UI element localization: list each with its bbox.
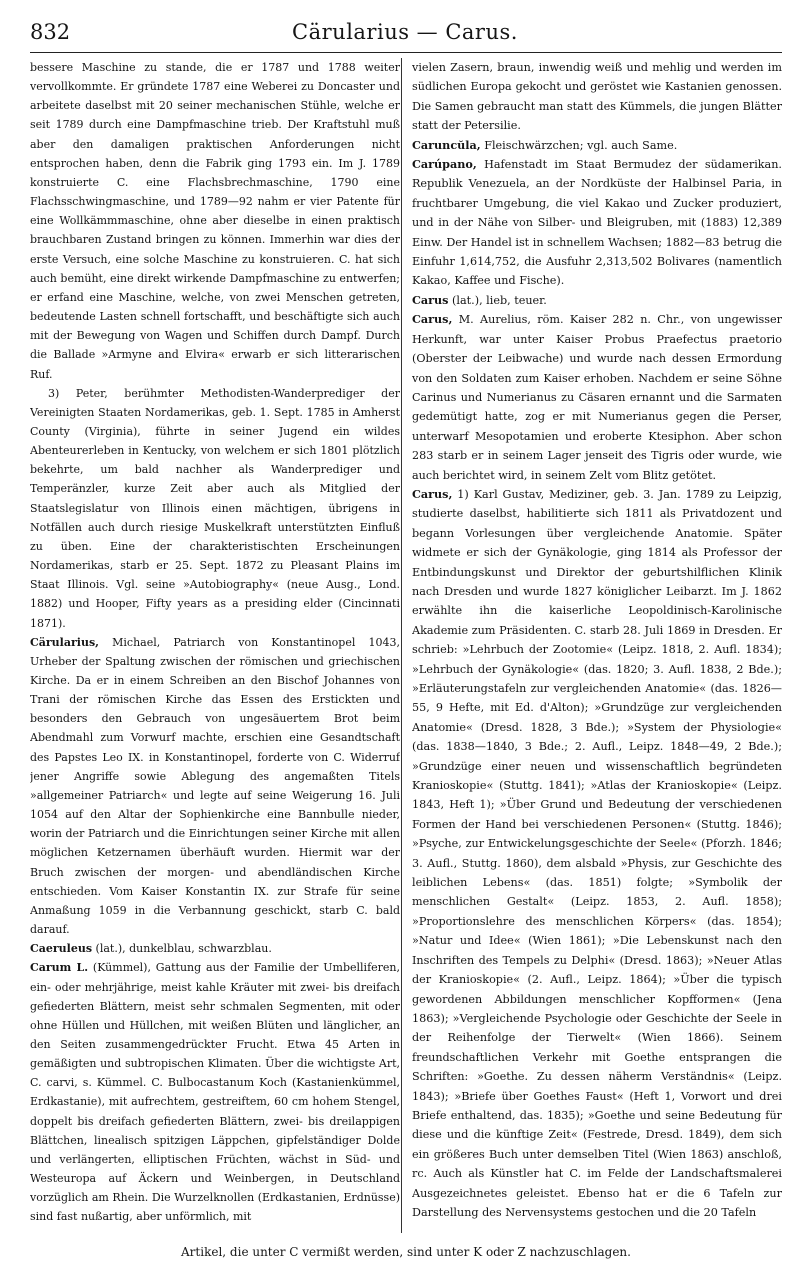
- entry-body: 1) Karl Gustav, Mediziner, geb. 3. Jan. 1789 zu Leipzig, studierte daselbst, habilitierte sich 1811 als Privatdozent und begann Vorlesungen über vergleichende Anatomie. Später widmete er sich der Gynäkologie, ging 1814 als Professor der Entbindungskunst und Direktor der geburtshilflichen Klinik nach Dresden und wurde 1827 königlicher Leibarzt. Im J. 1862 erwählte ihn die kaiserliche Leopoldinisch-Karolinische Akademie zum Präsidenten. C. starb 28. Juli 1869 in Dresden. Er schrieb: »Lehrbuch der Zootomie« (Leipz. 1818, 2. Aufl. 1834); »Lehrbuch der Gynäkologie« (das. 1820; 3. Aufl. 1838, 2 Bde.); »Erläuterungstafeln zur vergleichenden Anatomie« (das. 1826—55, 9 Hefte, mit Ed. d'Alton); »Grundzüge zur vergleichenden Anatomie« (Dresd. 1828, 3 Bde.); »System der Physiologie« (das. 1838—1840, 3 Bde.; 2. Aufl., Leipz. 1848—49, 2 Bde.); »Grundzüge einer neuen und wissenschaftlich begründeten Kranioskopie« (Stuttg. 1841); »Atlas der Kranioskopie« (Leipz. 1843, Heft 1); »Über Grund und Bedeutung der verschiedenen Formen der Hand bei verschiedenen Personen« (Stuttg. 1846); »Psyche, zur Entwickelungsgeschichte der Seele« (Pforzh. 1846; 3. Aufl., Stuttg. 1860), dem alsbald »Physis, zur Geschichte des leiblichen Lebens« (das. 1851) folgte; »Symbolik der menschlichen Gestalt« (Leipz. 1853, 2. Aufl. 1858); »Proportionslehre des menschlichen Körpers« (das. 1854); »Natur und Idee« (Wien 1861); »Die Lebenskunst nach den Inschriften des Tempels zu Delphi« (Dresd. 1863); »Neuer Atlas der Kranioskopie« (2. Aufl., Leipz. 1864); »Über die typisch gewordenen Abbildungen menschlicher Kopfformen« (Jena 1863); »Vergleichende Psychologie oder Geschichte der Seele in der Reihenfolge der Tierwelt« (Wien 1866). Seinem freundschaftlichen Verkehr mit Goethe entsprangen die Schriften: »Goethe. Zu dessen näherm Verständnis« (Leipz. 1843); »Briefe über Goethes Faust« (Heft 1, Vorwort und drei Briefe enthaltend, das. 1835); »Goethe und seine Bedeutung für diese und die künftige Zeit« (Festrede, Dresd. 1849), dem sich ein größeres Buch unter demselben Titel (Wien 1863) anschloß, rc. Auch als Künstler hat C. im Felde der Landschaftsmalerei Ausgezeichnetes geleistet. Ebenso hat er die 6 Tafeln zur Darstellung des Nervensystems gestochen und die 20 Tafeln: [412, 487, 782, 1219]
- entry-body: Michael, Patriarch von Konstantinopel 1043, Urheber der Spaltung zwischen der römischen und griechischen Kirche. Da er in einem Schreiben an den Bischof Johannes von Trani der römischen Kirche das Essen des Erstickten und besonders den Gebrauch von ungesäuertem Brot beim Abendmahl zum Vorwurf machte, erschien eine Gesandtschaft des Papstes Leo IX. in Konstantinopel, forderte von C. Widerruf jener Angriffe sowie Ablegung des angemaßten Titels »allgemeiner Patriarch« und legte auf seine Weigerung 16. Juli 1054 auf den Altar der Sophienkirche eine Bannbulle nieder, worin der Patriarch und die Einrichtungen seiner Kirche mit allen möglichen Ketzernamen überhäuft wurden. Hiermit war der Bruch zwischen der morgen- und abendländischen Kirche entschieden. Vom Kaiser Konstantin IX. zur Strafe für seine Anmaßung 1059 in die Verbannung geschickt, starb C. bald darauf.: [30, 635, 400, 937]
- entry-carus-lat: [412, 291, 782, 310]
- entry-carus-aurelius: [412, 310, 782, 485]
- entry-carus-karl-gustav: [412, 485, 782, 1222]
- entry-carularius: [30, 633, 400, 940]
- headword: Caruncŭla,: [412, 137, 481, 152]
- running-title: Cärularius — Carus.: [292, 20, 518, 44]
- headword: Carúpano,: [412, 157, 477, 172]
- headword: Carus,: [412, 486, 453, 501]
- entry-body: Fleischwärzchen; vgl. auch Same.: [480, 138, 678, 152]
- entry-body: (lat.), dunkelblau, schwarzblau.: [92, 942, 272, 956]
- entry-carum: [30, 958, 400, 1226]
- headword: Caeruleus: [30, 942, 93, 956]
- headword: Carum L.: [30, 961, 89, 975]
- headword: Carus: [412, 292, 449, 307]
- page-header: [30, 18, 780, 52]
- entry-body: (lat.), lieb, teuer.: [448, 293, 547, 307]
- entry-continuation-text: bessere Maschine zu stande, die er 1787 und 1788 weiter vervollkommte. Er gründete 1787 eine Weberei zu Doncaster und arbeitete daselbst mit 20 seiner mechanischen Stühle, welche er seit 1789 durch eine Dampfmaschine trieb. Der Kraftstuhl muß aber den damaligen praktischen Anforderungen nicht entsprochen haben, denn die Fabrik ging 1793 ein. Im J. 1789 konstruierte C. eine Flachsbrechmaschine, 1790 eine Flachsschwingmaschine, und 1789—92 nahm er vier Patente für eine Wollkämmmaschine, ohne aber dieselbe in einen praktisch brauchbaren Zustand bringen zu können. Immerhin war dies der erste Versuch, eine solche Maschine zu konstruieren. C. hat sich auch bemüht, eine direkt wirkende Dampfmaschine zu entwerfen; er erfand eine Maschine, welche, von zwei Menschen getreten, bedeutende Lasten schnell fortschafft, und beschäftigte sich auch mit der Bewegung von Wagen und Schiffen durch Dampf. Durch die Ballade »Armyne and Elvira« erwarb er sich litterarischen Ruf.: [30, 61, 400, 381]
- entry-body: (Kümmel), Gattung aus der Familie der Umbelliferen, ein- oder mehrjährige, meist kahle Kräuter mit zwei- bis dreifach gefiederten Blättern, meist sehr schmalen Segmenten, mit oder ohne Hüllen und Hüllchen, mit weißen Blüten und länglicher, an den Seiten zusammengedrückter Frucht. Etwa 45 Arten in gemäßigten und subtropischen Klimaten. Über die wichtigste Art, C. carvi, s. Kümmel. C. Bulbocastanum Koch (Kastanienkümmel, Erdkastanie), mit aufrechtem, gestreiftem, 60 cm hohem Stengel, doppelt bis dreifach gefiederten Blättern, zwei- bis dreilappigen Blättchen, linealisch spitzigen Läppchen, gipfelständiger Dolde und verlängerten, elliptischen Früchten, wächst in Süd- und Westeuropa auf Äckern und Weinbergen, in Deutschland vorzüglich am Rhein. Die Wurzelknollen (Erdkastanien, Erdnüsse) sind fast nußartig, aber unförmlich, mit: [30, 961, 400, 1224]
- entry-body: M. Aurelius, röm. Kaiser 282 n. Chr., von ungewisser Herkunft, war unter Kaiser Probus Praefectus praetorio (Oberster der Leibwache) und wurde nach dessen Ermordung von den Soldaten zum Kaiser erhoben. Nachdem er seine Söhne Carinus und Numerianus zu Cäsaren ernannt und die Sarmaten gedemütigt hatte, zog er mit Numerianus gegen die Perser, unterwarf Mesopotamien und eroberte Ktesiphon. Aber schon 283 starb er in seinem Lager jenseit des Tigris oder wurde, wie auch berichtet wird, in seinem Zelt vom Blitz getötet.: [412, 313, 782, 482]
- entry-carupano: [412, 155, 782, 291]
- column-divider: [401, 58, 402, 1233]
- entry-carum-continuation: vielen Zasern, braun, inwendig weiß und mehlig und werden im südlichen Europa gekocht und geröstet wie Kastanien genossen. Die Samen gebraucht man statt des Kümmels, die jungen Blätter statt der Petersilie.: [412, 61, 782, 133]
- entry-caruncula: [412, 136, 782, 155]
- entry-body: Hafenstadt im Staat Bermudez der südamerikan. Republik Venezuela, an der Nordküste der Halbinsel Paria, in fruchtbarer Umgebung, die viel Kakao und Zucker produziert, und in der Nähe von Silber- und Bleigruben, mit (1883) 12,389 Einw. Der Handel ist in schnellem Wachsen; 1882—83 betrug die Einfuhr 1,614,752, die Ausfuhr 2,313,502 Bolivares (namentlich Kakao, Kaffee und Fische).: [412, 158, 782, 288]
- left-column: [30, 58, 400, 1235]
- page-number: 832: [30, 20, 71, 44]
- headword: Cärularius,: [30, 635, 99, 649]
- footer-note: Artikel, die unter C vermißt werden, sind unter K oder Z nachzuschlagen.: [181, 1245, 631, 1259]
- header-rule: [30, 52, 782, 53]
- headword: Carus,: [412, 312, 453, 327]
- right-column: [412, 58, 782, 1235]
- entry-caeruleus: [30, 939, 400, 958]
- entry-carus-peter: 3) Peter, berühmter Methodisten-Wanderprediger der Vereinigten Staaten Nordamerikas, geb. 1. Sept. 1785 in Amherst County (Virginia), führte in seiner Jugend ein wildes Abenteurerleben in Kentucky, von welchem er sich 1801 plötzlich bekehrte, um bald nachher als Wanderprediger und Temperänzler, kurze Zeit aber auch als Mitglied der Staatslegislatur von Illinois einen mächtigen, übrigens in Notfällen auch durch riesige Muskelkraft unterstützten Einfluß zu üben. Eine der charakteristischten Erscheinungen Nordamerikas, starb er 25. Sept. 1872 zu Pleasant Plains im Staat Illinois. Vgl. seine »Autobiography« (neue Ausg., Lond. 1882) und Hooper, Fifty years as a presiding elder (Cincinnati 1871).: [30, 386, 400, 630]
